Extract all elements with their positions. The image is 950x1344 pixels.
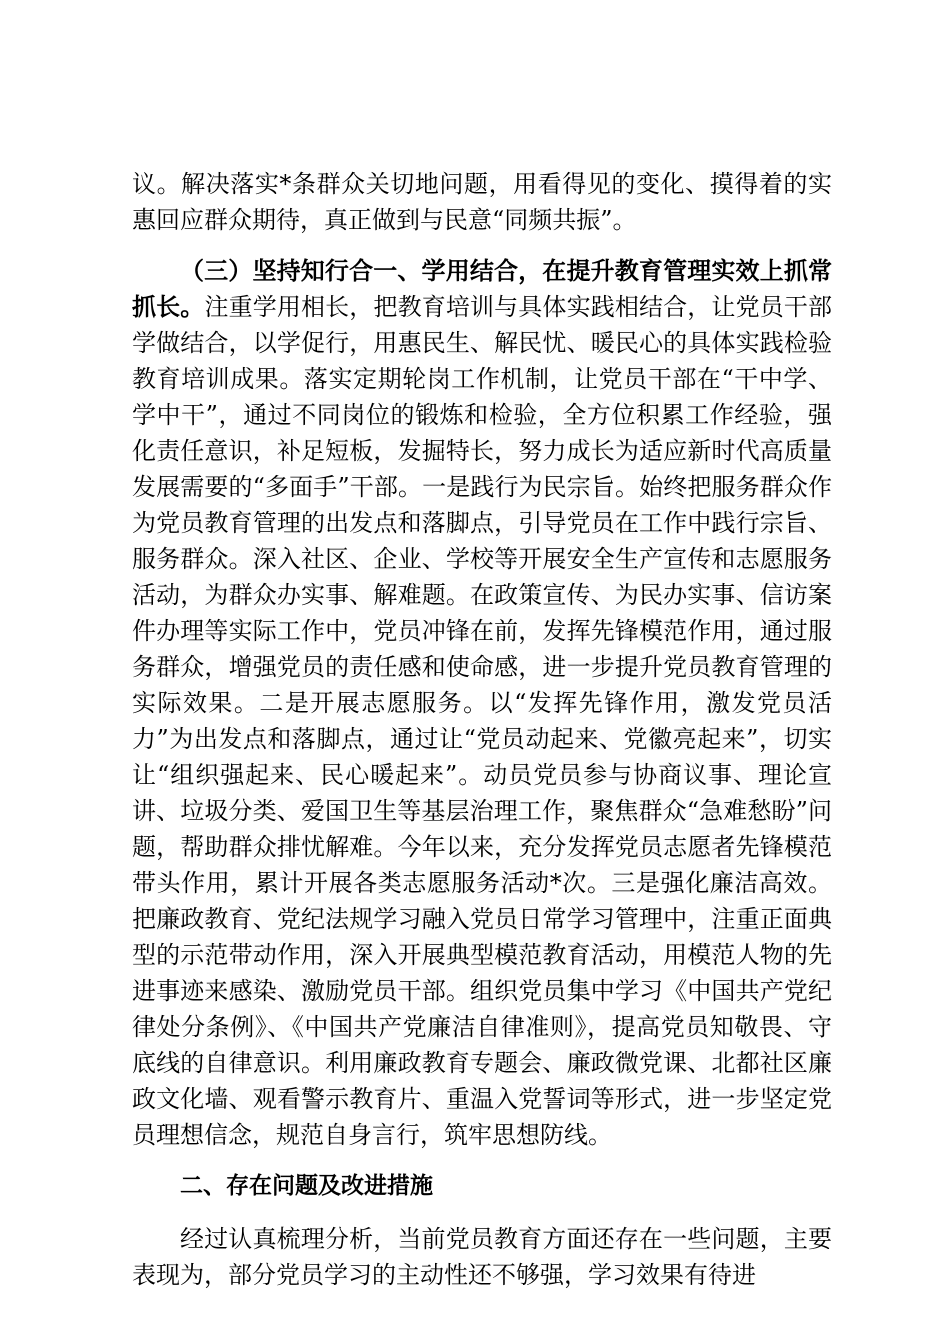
paragraph-section-two: 经过认真梳理分析，当前党员教育方面还存在一些问题，主要表现为，部分党员学习的主动性还不够强，学习效果有待进 (132, 1225, 832, 1289)
section-heading-two: 二、存在问题及改进措施 (180, 1173, 433, 1199)
paragraph-section-three-body: 注重学用相长，把教育培训与具体实践相结合，让党员干部学做结合，以学促行，用惠民生、解民忧、暖民心的具体实践检验教育培训成果。落实定期轮岗工作机制，让党员干部在“干中学、学中干”，通过不同岗位的锻炼和检验，全方位积累工作经验，强化责任意识，补足短板，发掘特长，努力成长为适应新时代高质量发展需要的“多面手”干部。一是践行为民宗旨。始终把服务群众作为党员教育管理的出发点和落脚点，引导党员在工作中践行宗旨、服务群众。深入社区、企业、学校等开展安全生产宣传和志愿服务活动，为群众办实事、解难题。在政策宣传、为民办实事、信访案件办理等实际工作中，党员冲锋在前，发挥先锋模范作用，通过服务群众，增强党员的责任感和使命感，进一步提升党员教育管理的实际效果。二是开展志愿服务。以“发挥先锋作用，激发党员活力”为出发点和落脚点，通过让“党员动起来、党徽亮起来”，切实让“组织强起来、民心暖起来”。动员党员参与协商议事、理论宣讲、垃圾分类、爱国卫生等基层治理工作，聚焦群众“急难愁盼”问题，帮助群众排忧解难。今年以来，充分发挥党员志愿者先锋模范带头作用，累计开展各类志愿服务活动*次。三是强化廉洁高效。把廉政教育、党纪法规学习融入党员日常学习管理中，注重正面典型的示范带动作用，深入开展典型模范教育活动，用模范人物的先进事迹来感染、激励党员干部。组织党员集中学习《中国共产党纪律处分条例》、《中国共产党廉洁自律准则》，提高党员知敬畏、守底线的自律意识。利用廉政教育专题会、廉政微党课、北都社区廉政文化墙、观看警示教育片、重温入党誓词等形式，进一步坚定党员理想信念，规范自身言行，筑牢思想防线。 (132, 293, 833, 1149)
document-body (132, 166, 832, 1308)
subsection-heading-three: （三）坚持知行合一、学用结合，在提升教育管理实效上抓常抓长。 (132, 256, 832, 321)
paragraph-section-three (132, 253, 832, 1153)
paragraph-continuation: 议。解决落实*条群众关切地问题，用看得见的变化、摸得着的实惠回应群众期待，真正做到与民意“同频共振”。 (132, 170, 832, 234)
